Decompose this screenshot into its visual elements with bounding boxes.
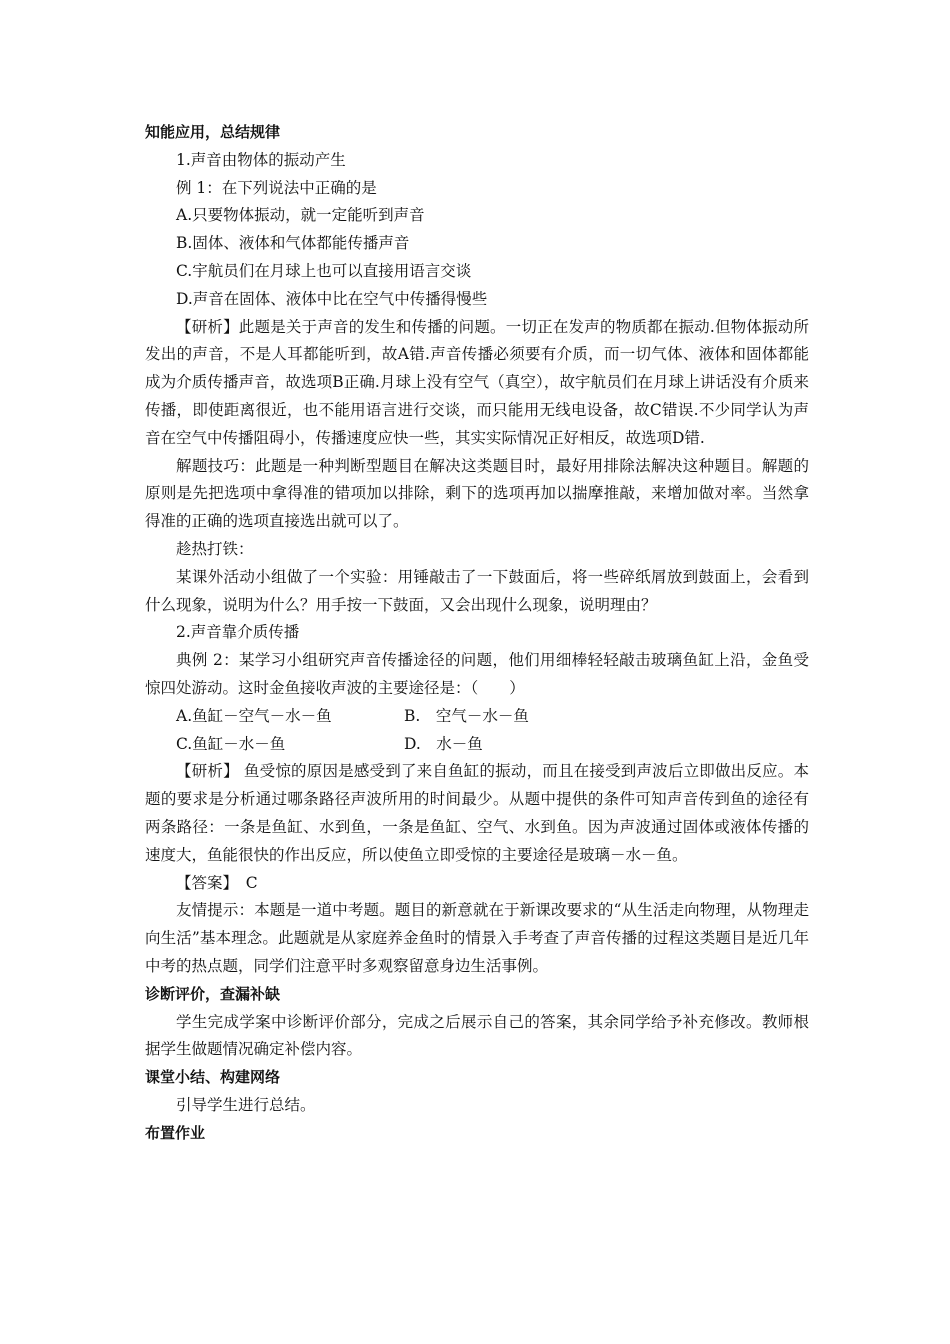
example2-options-row-1 bbox=[145, 703, 809, 731]
diagnosis-text: 学生完成学案中诊断评价部分，完成之后展示自己的答案，其余同学给予补充修改。教师根据学生做题情况确定补偿内容。 bbox=[145, 1012, 809, 1059]
example2-option-a: A.鱼缸－空气－水－鱼 bbox=[176, 706, 332, 725]
example1-option-b: B.固体、液体和气体都能传播声音 bbox=[176, 234, 410, 253]
example2-option-d: D. 水－鱼 bbox=[404, 734, 483, 753]
summary-text: 引导学生进行总结。 bbox=[176, 1095, 316, 1114]
example1-option-d: D.声音在固体、液体中比在空气中传播得慢些 bbox=[176, 289, 488, 308]
example1-analysis: 【研析】此题是关于声音的发生和传播的问题。一切正在发声的物质都在振动.但物体振动所发出的声音，不是人耳都能听到，故A错.声音传播必须要有介质，而一切气体、液体和固体都能成为介质传播声音，故选项B正确.月球上没有空气（真空），故宇航员们在月球上讲话没有介质来传播，即使距离很近，也不能用语言进行交谈，而只能用无线电设备，故C错误.不少同学认为声音在空气中传播阻碍小，传播速度应快一些，其实实际情况正好相反，故选项D错. bbox=[145, 317, 809, 447]
section-title-homework: 布置作业 bbox=[145, 1123, 206, 1142]
section-title-diagnosis: 诊断评价，查漏补缺 bbox=[145, 984, 281, 1003]
example1-question: 例 1：在下列说法中正确的是 bbox=[176, 178, 377, 197]
example1-tips: 解题技巧：此题是一种判断型题目在解决这类题目时，最好用排除法解决这种题目。解题的原则是先把选项中拿得准的错项加以排除，剩下的选项再加以揣摩推敲，来增加做对率。当然拿得准的正确的选项直接选出就可以了。 bbox=[145, 456, 809, 531]
example1-option-c: C.宇航员们在月球上也可以直接用语言交谈 bbox=[176, 261, 472, 280]
example2-friendly-tip: 友情提示：本题是一道中考题。题目的新意就在于新课改要求的“从生活走向物理，从物理走向生活”基本理念。此题就是从家庭养金鱼时的情景入手考查了声音传播的过程这类题目是近几年中考的热点题，同学们注意平时多观察留意身边生活事例。 bbox=[145, 901, 809, 975]
example2-option-c: C.鱼缸－水－鱼 bbox=[176, 734, 286, 753]
practice-label: 趁热打铁： bbox=[176, 539, 254, 558]
topic2-heading: 2.声音靠介质传播 bbox=[176, 623, 300, 642]
topic1-heading: 1.声音由物体的振动产生 bbox=[176, 150, 346, 169]
example1-option-a: A.只要物体振动，就一定能听到声音 bbox=[176, 206, 425, 225]
example2-answer: 【答案】 C bbox=[176, 873, 258, 892]
section-title-application: 知能应用，总结规律 bbox=[145, 123, 281, 141]
example2-question: 典例 2：某学习小组研究声音传播途径的问题，他们用细棒轻轻敲击玻璃鱼缸上沿，金鱼受惊四处游动。这时金鱼接收声波的主要途径是：（ ） bbox=[145, 651, 809, 697]
example2-options-row-2 bbox=[145, 731, 809, 759]
section-title-summary: 课堂小结、构建网络 bbox=[145, 1068, 281, 1087]
example2-option-b: B. 空气－水－鱼 bbox=[404, 706, 529, 725]
practice-question: 某课外活动小组做了一个实验：用锤敲击了一下鼓面后，将一些碎纸屑放到鼓面上，会看到什么现象，说明为什么？用手按一下鼓面，又会出现什么现象，说明理由？ bbox=[145, 567, 809, 614]
example2-analysis: 【研析】 鱼受惊的原因是感受到了来自鱼缸的振动，而且在接受到声波后立即做出反应。本题的要求是分析通过哪条路径声波所用的时间最少。从题中提供的条件可知声音传到鱼的途径有两条路径：一条是鱼缸、水到鱼，一条是鱼缸、空气、水到鱼。因为声波通过固体或液体传播的速度大，鱼能很快的作出反应，所以使鱼立即受惊的主要途径是玻璃－水－鱼。 bbox=[145, 762, 809, 864]
document-body bbox=[145, 119, 809, 1147]
